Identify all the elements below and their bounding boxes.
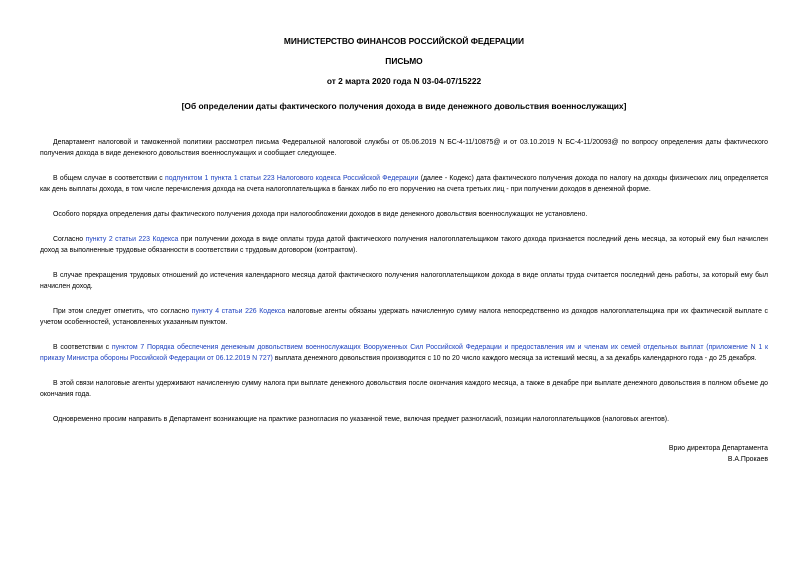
paragraph-7-text-end: выплата денежного довольствия производится с 10 по 20 число каждого месяца за истекший месяц, а за декабрь календарного года - до 25 декабря. — [272, 355, 757, 362]
defense-order-727-link[interactable]: пунктом 7 Порядка обеспечения денежным довольствием военнослужащих Вооруженных Сил Российской Федерации и предоставления им и членам их семей отдельных выплат (приложение N 1 к приказу Министра обороны Российской Федерации от 06.12.2019 N 727) — [40, 344, 769, 362]
paragraph-3: Особого порядка определения даты фактического получения дохода при налогообложении доходов в виде денежного довольствия военнослужащих не установлено. — [53, 211, 588, 218]
paragraph-7 — [40, 342, 768, 364]
tax-code-article-226-4-link[interactable]: пункту 4 статьи 226 Кодекса — [191, 308, 286, 315]
paragraph-2 — [40, 173, 768, 195]
document-type-heading: ПИСЬМО — [385, 56, 423, 66]
paragraph-9: Одновременно просим направить в Департамент возникающие на практике разногласия по указанной теме, включая предмет разногласий, позиции налогоплательщиков (налоговых агентов). — [53, 416, 669, 423]
paragraph-6 — [40, 306, 768, 328]
document-page — [40, 0, 768, 465]
ministry-heading: МИНИСТЕРСТВО ФИНАНСОВ РОССИЙСКОЙ ФЕДЕРАЦИИ — [283, 36, 525, 46]
paragraph-6-text-end: налоговые агенты обязаны удержать начисленную сумму налога непосредственно из доходов налогоплательщика при их фактической выплате с учетом особенностей, установленных указанным пунктом. — [40, 308, 768, 326]
document-date-number: от 2 марта 2020 года N 03-04-07/15222 — [326, 76, 482, 86]
tax-code-article-223-1-link[interactable]: подпунктом 1 пункта 1 статьи 223 Налогового кодекса Российской Федерации — [165, 175, 419, 182]
signatory-position: Врио директора Департамента — [668, 445, 768, 452]
paragraph-4-text-start: Согласно — [53, 236, 86, 243]
paragraph-6-text-start: При этом следует отметить, что согласно — [53, 308, 192, 315]
signature-block — [40, 443, 768, 465]
tax-code-article-223-2-link[interactable]: пункту 2 статьи 223 Кодекса — [85, 236, 179, 243]
paragraph-2-text-end: (далее - Кодекс) дата фактического получения дохода по налогу на доходы физических лиц определяется как день выплаты дохода, в том числе перечисления дохода на счета налогоплательщика в банках либо по его поручению на счета третьих лиц - при получении доходов в денежной форме. — [40, 175, 768, 193]
paragraph-1: Департамент налоговой и таможенной политики рассмотрел письма Федеральной налоговой службы от 05.06.2019 N БС-4-11/10875@ и от 03.10.2019 N БС-4-11/20093@ по вопросу определения даты фактического получения дохода в виде денежного довольствия военнослужащих и сообщает следующее. — [40, 139, 768, 157]
paragraph-5: В случае прекращения трудовых отношений до истечения календарного месяца датой фактического получения налогоплательщиком дохода в виде оплаты труда считается последний день работы, за который ему был начислен доход. — [40, 272, 768, 290]
paragraph-4 — [40, 234, 768, 256]
paragraph-7-text-start: В соответствии с — [53, 344, 112, 351]
paragraph-8: В этой связи налоговые агенты удерживают начисленную сумму налога при выплате денежного довольствия после окончания каждого месяца, а также в декабре при выплате денежного довольствия в полном объеме до окончания года. — [40, 380, 768, 398]
paragraph-4-text-end: при получении дохода в виде оплаты труда датой фактического получения налогоплательщиком такого дохода признается последний день месяца, за который ему был начислен доход за выполненные трудовые обязанности в соответствии с трудовым договором (контрактом). — [40, 236, 768, 254]
document-subject: [Об определении даты фактического получения дохода в виде денежного довольствия военнослужащих] — [181, 101, 627, 111]
signatory-name: В.А.Прокаев — [727, 456, 768, 463]
paragraph-2-text-start: В общем случае в соответствии с — [53, 175, 166, 182]
letter-body — [40, 137, 768, 425]
